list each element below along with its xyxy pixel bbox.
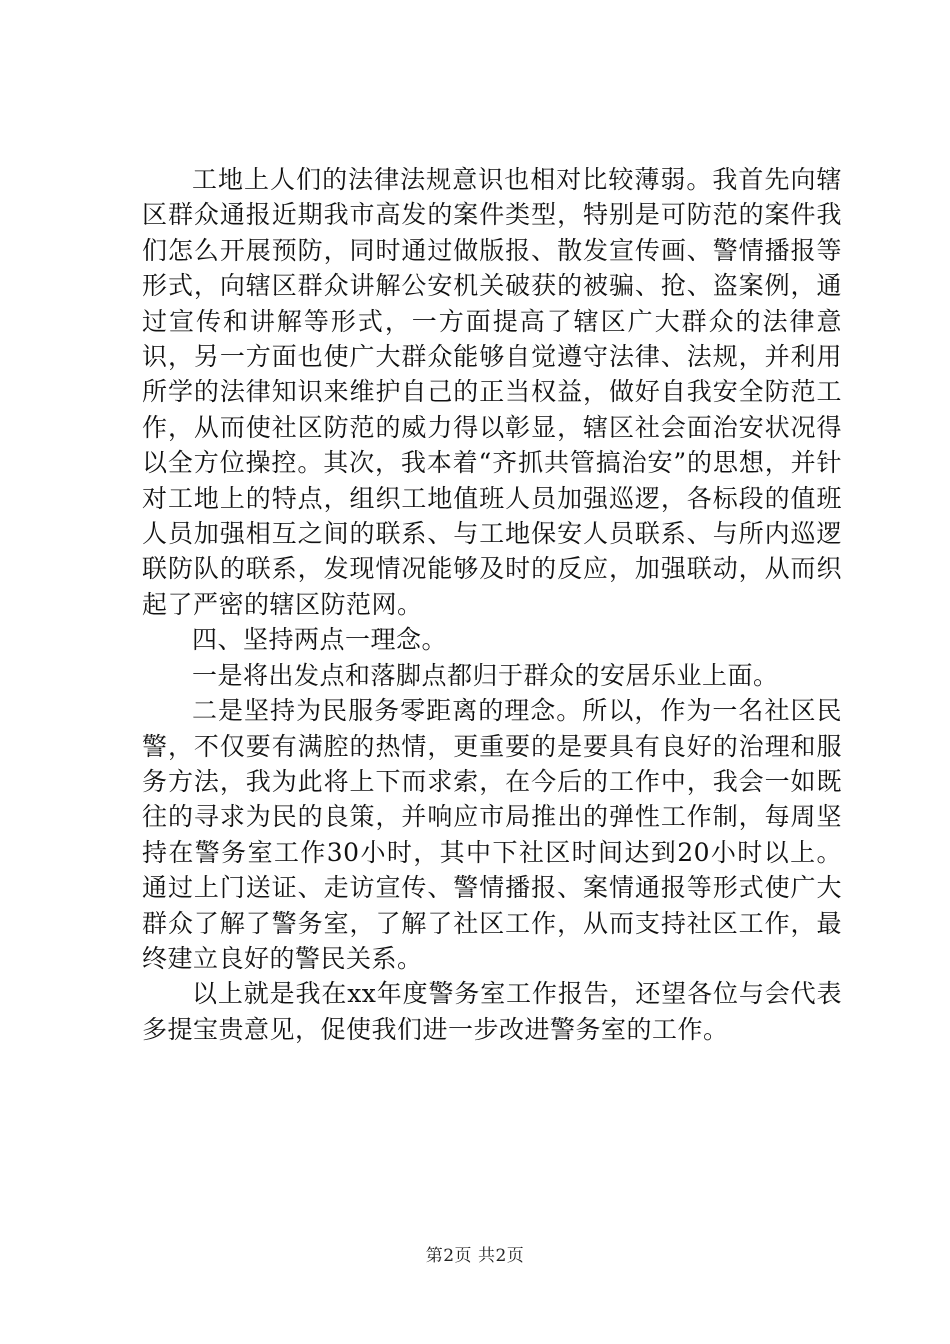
- section-heading-two-points-one-concept: 四、坚持两点一理念。: [192, 625, 448, 655]
- paragraph-closing: 以上就是我在xx年度警务室工作报告，还望各位与会代表多提宝贵意见，促使我们进一步改进警务室的工作。: [142, 979, 842, 1044]
- paragraph-legal-awareness: 工地上人们的法律法规意识也相对比较薄弱。我首先向辖区群众通报近期我市高发的案件类型，特别是可防范的案件我们怎么开展预防，同时通过做版报、散发宣传画、警情播报等形式，向辖区群众讲解公安机关破获的被骗、抢、盗案例，通过宣传和讲解等形式，一方面提高了辖区广大群众的法律意识，另一方面也使广大群众能够自觉遵守法律、法规，并利用所学的法律知识来维护自己的正当权益，做好自我安全防范工作，从而使社区防范的威力得以彰显，辖区社会面治安状况得以全方位操控。其次，我本着“齐抓共管搞治安”的思想，并针对工地上的特点，组织工地值班人员加强巡逻，各标段的值班人员加强相互之间的联系、与工地保安人员联系、与所内巡逻联防队的联系，发现情况能够及时的反应，加强联动，从而织起了严密的辖区防范网。: [142, 165, 842, 619]
- document-body: [142, 162, 842, 1047]
- page-number-footer: 第2页 共2页: [425, 1246, 525, 1266]
- paragraph-point-two: 二是坚持为民服务零距离的理念。所以，作为一名社区民警，不仅要有满腔的热情，更重要的是要具有良好的治理和服务方法，我为此将上下而求索，在今后的工作中，我会一如既往的寻求为民的良策，并响应市局推出的弹性工作制，每周坚持在警务室工作30小时，其中下社区时间达到20小时以上。通过上门送证、走访宣传、警情播报、案情通报等形式使广大群众了解了警务室，了解了社区工作，从而支持社区工作，最终建立良好的警民关系。: [142, 696, 842, 973]
- paragraph-point-one: 一是将出发点和落脚点都归于群众的安居乐业上面。: [192, 660, 779, 690]
